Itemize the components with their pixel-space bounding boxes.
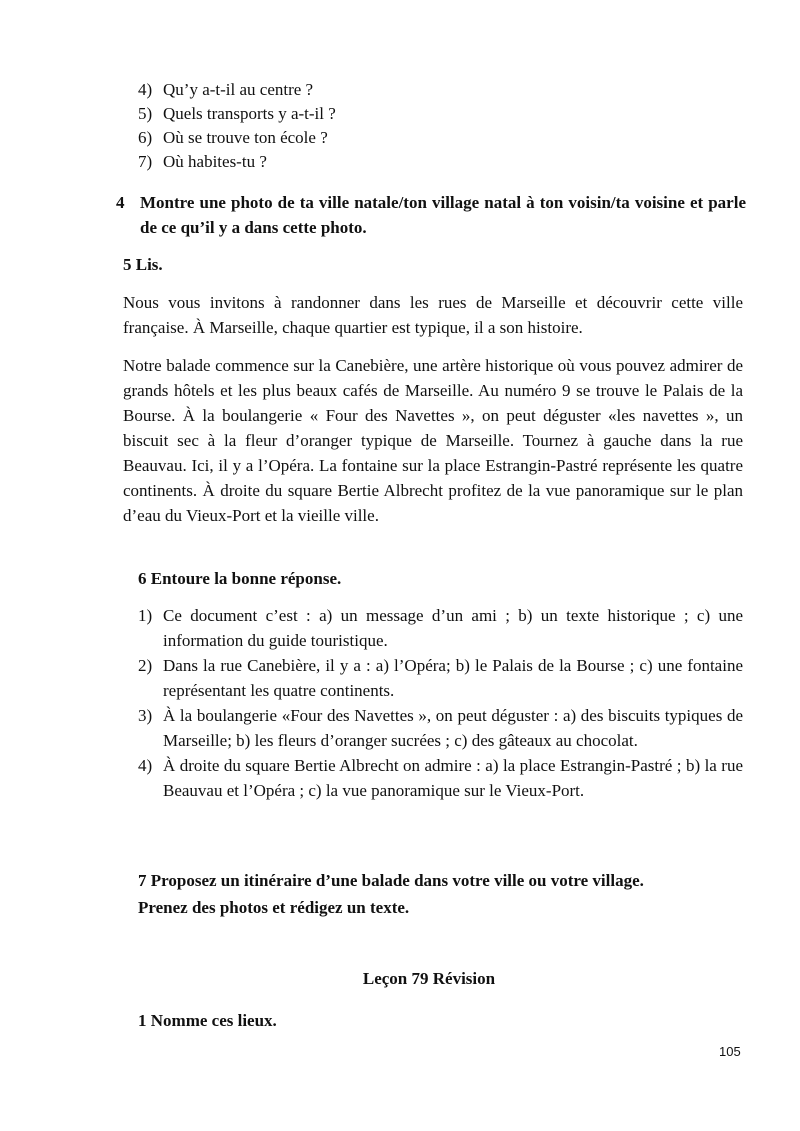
list-item: 5) Quels transports y a-t-il ? (138, 104, 336, 123)
lesson-title: Leçon 79 Révision (362, 969, 496, 988)
exercise-7-line-2: Prenez des photos et rédigez un texte. (138, 898, 410, 917)
list-item: 3) À la boulangerie «Four des Navettes », on peut déguster : a) des biscuits typiques de Marseille; b) les fleurs d’oranger sucrées ; c) des gâteaux au chocolat. (138, 706, 743, 750)
exercise-4-instruction: Montre une photo de ta ville natale/ton village natal à ton voisin/ta voisine et parle de ce qu’il y a dans cette photo. (140, 193, 746, 237)
exercise-5-paragraph-1: Nous vous invitons à randonner dans les rues de Marseille et découvrir cette ville française. À Marseille, chaque quartier est typique, il a son histoire. (123, 293, 743, 337)
list-item: 6) Où se trouve ton école ? (138, 128, 328, 147)
list-item: 4) Qu’y a-t-il au centre ? (138, 80, 314, 99)
exercise-7-line-1: 7 Proposez un itinéraire d’une balade dans votre ville ou votre village. (138, 871, 644, 890)
questions-list (138, 78, 336, 174)
list-item: 4) À droite du square Bertie Albrecht on admire : a) la place Estrangin-Pastré ; b) la rue Beauvau et l’Opéra ; c) la vue panoramique sur le Vieux-Port. (138, 756, 743, 800)
list-item: 7) Où habites-tu ? (138, 152, 267, 171)
exercise-7 (138, 867, 748, 921)
revision-exercise-1-heading: 1 Nomme ces lieux. (138, 1011, 277, 1030)
exercise-4 (116, 190, 746, 240)
exercise-number: 4 (116, 193, 125, 212)
list-item: 2) Dans la rue Canebière, il y a : a) l’Opéra; b) le Palais de la Bourse ; c) une fontaine représentant les quatre continents. (138, 656, 743, 700)
exercise-5-heading: 5 Lis. (123, 255, 163, 274)
list-item: 1) Ce document c’est : a) un message d’un ami ; b) un texte historique ; c) une information du guide touristique. (138, 606, 743, 650)
exercise-6-heading: 6 Entoure la bonne réponse. (138, 569, 342, 588)
answer-options-list (138, 603, 743, 803)
page-number: 105 (719, 1044, 741, 1059)
exercise-5-paragraph-2: Notre balade commence sur la Canebière, une artère historique où vous pouvez admirer de grands hôtels et les plus beaux cafés de Marseille. Au numéro 9 se trouve le Palais de la Bourse. À la boulangerie « Four des Navettes », on peut déguster «les navettes », un biscuit sec à la fleur d’oranger typique de Marseille. Tournez à gauche dans la rue Beauvau. Ici, il y a l’Opéra. La fontaine sur la place Estrangin-Pastré représente les quatre continents. À droite du square Bertie Albrecht profitez de la vue panoramique sur le plan d’eau du Vieux-Port et la vieille ville. (123, 356, 743, 525)
